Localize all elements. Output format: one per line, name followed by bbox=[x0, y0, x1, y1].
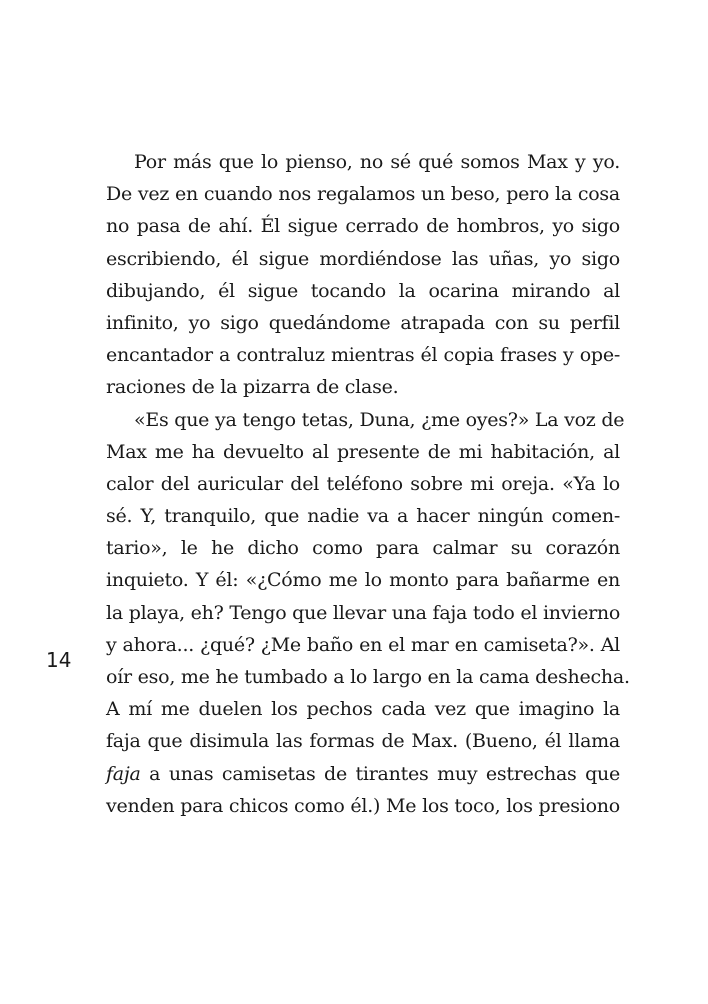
text-line: venden para chicos como él.) Me los toco, los presiono bbox=[106, 794, 620, 817]
text-line: Max me ha devuelto al presente de mi habitación, al bbox=[106, 440, 620, 463]
text-line: raciones de la pizarra de clase. bbox=[106, 376, 399, 399]
text-line: inquieto. Y él: «¿Cómo me lo monto para bañarme en bbox=[106, 569, 620, 592]
text-line: faja que disimula las formas de Max. (Bueno, él llama bbox=[106, 730, 620, 753]
text-line: sé. Y, tranquilo, que nadie va a hacer ningún comen- bbox=[106, 505, 620, 528]
text-line: De vez en cuando nos regalamos un beso, pero la cosa bbox=[106, 183, 620, 206]
text-line: «Es que ya tengo tetas, Duna, ¿me oyes?» La voz de bbox=[134, 408, 625, 431]
italic-word: faja bbox=[106, 762, 141, 785]
text-line: escribiendo, él sigue mordiéndose las uñas, yo sigo bbox=[106, 247, 620, 270]
text-line: encantador a contraluz mientras él copia frases y ope- bbox=[106, 344, 620, 367]
text-line: calor del auricular del teléfono sobre mi oreja. «Ya lo bbox=[106, 472, 620, 495]
text-line: dibujando, él sigue tocando la ocarina mirando al bbox=[106, 279, 620, 302]
text-line bbox=[106, 758, 620, 790]
text-fragment: a unas camisetas de tirantes muy estrechas que bbox=[140, 762, 620, 785]
text-line: infinito, yo sigo quedándome atrapada con su perfil bbox=[106, 311, 620, 334]
text-line: y ahora... ¿qué? ¿Me baño en el mar en camiseta?». Al bbox=[106, 633, 620, 656]
text-line: oír eso, me he tumbado a lo largo en la cama deshecha. bbox=[106, 666, 630, 688]
text-line: A mí me duelen los pechos cada vez que imagino la bbox=[106, 698, 620, 721]
body-text bbox=[106, 146, 630, 822]
text-line: tario», le he dicho como para calmar su corazón bbox=[106, 537, 620, 560]
text-line: Por más que lo pienso, no sé qué somos Max y yo. bbox=[134, 151, 620, 173]
text-line: no pasa de ahí. Él sigue cerrado de hombros, yo sigo bbox=[106, 215, 620, 238]
text-line: la playa, eh? Tengo que llevar una faja todo el invierno bbox=[106, 601, 621, 624]
page-number: 14 bbox=[46, 648, 72, 672]
